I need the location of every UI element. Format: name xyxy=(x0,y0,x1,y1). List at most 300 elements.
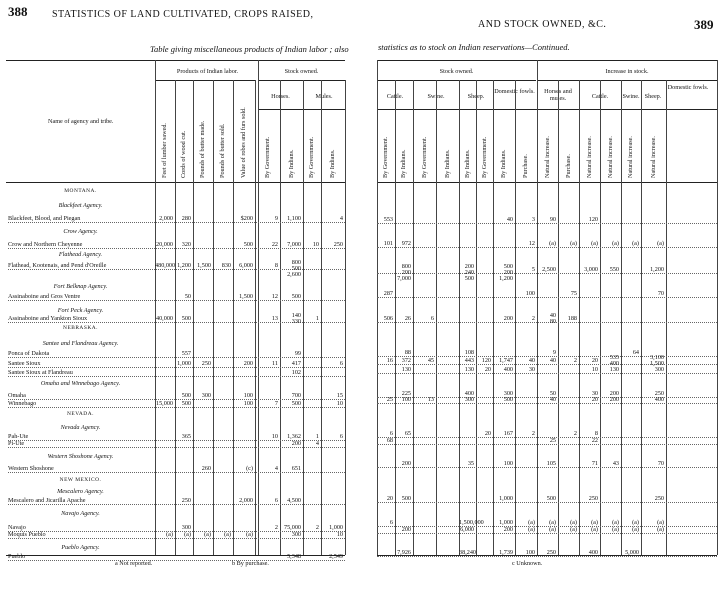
table-cell: 10 xyxy=(591,366,598,373)
table-cell: 16 xyxy=(386,357,393,364)
column-rule xyxy=(476,80,477,555)
column-header: Natural increase. xyxy=(606,136,614,178)
table-cell: 102 xyxy=(291,369,301,376)
leader-dots xyxy=(8,538,345,539)
column-header: By Indians. xyxy=(287,149,295,178)
table-cell: 250 xyxy=(333,241,343,248)
table-cell: 2,549 xyxy=(329,553,343,560)
table-cell: 6,000 xyxy=(460,526,474,533)
table-cell: 6 xyxy=(430,315,434,322)
table-cell: 250 xyxy=(546,549,556,556)
table-cell: 1,739 xyxy=(499,549,513,556)
leader-dots xyxy=(8,222,345,223)
state-heading: MONTANA. xyxy=(64,188,97,194)
column-rule xyxy=(193,80,194,555)
table-cell: (a) xyxy=(612,240,619,247)
state-heading: NEBRASKA. xyxy=(63,325,98,331)
table-cell: 130 xyxy=(464,366,474,373)
table-cell: 40 xyxy=(549,357,556,364)
table-cell: 100 xyxy=(503,460,513,467)
leader-dots xyxy=(377,273,717,274)
column-header: Purchase. xyxy=(564,154,572,178)
table-cell: 40 xyxy=(506,216,513,223)
tribe-name: Winnebago xyxy=(8,400,37,407)
agency-heading: Nevada Agency. xyxy=(60,424,101,431)
table-cell: 6 xyxy=(389,430,393,437)
table-cell: 250 xyxy=(588,495,598,502)
table-cell: 30 xyxy=(591,390,598,397)
leader-dots xyxy=(8,357,345,358)
table-cell: 365 xyxy=(181,433,191,440)
table-cell: 287 xyxy=(383,290,393,297)
tribe-name: Assinaboine and Gros Ventre xyxy=(8,293,81,300)
table-cell: 480,000 xyxy=(155,262,176,269)
table-cell: 10 xyxy=(336,400,343,407)
table-cell: 300 xyxy=(464,396,474,403)
table-cell: 550 xyxy=(609,266,619,273)
table-cell: 400 xyxy=(464,390,474,397)
table-cell: (a) xyxy=(549,240,556,247)
table-cell: 443 xyxy=(464,357,474,364)
table-cell: 9 xyxy=(552,349,556,356)
tribe-name: Santee Sioux at Flandreau xyxy=(8,369,73,376)
table-cell: 40 xyxy=(549,312,556,319)
column-rule xyxy=(641,80,642,555)
leader-dots xyxy=(377,373,717,374)
table-cell: 3,100 xyxy=(650,354,664,361)
leader-dots xyxy=(8,300,345,301)
table-cell: $200 xyxy=(240,215,253,222)
table-cell: 300 xyxy=(181,524,191,531)
table-cell: 2,000 xyxy=(159,215,173,222)
table-cell: 2,000 xyxy=(239,497,253,504)
agency-heading: Fort Belknap Agency. xyxy=(53,283,108,290)
stock-header: Stock owned. xyxy=(284,68,319,75)
column-rule xyxy=(621,80,622,555)
column-header: By Government. xyxy=(308,136,315,178)
table-cell: 4,500 xyxy=(287,497,301,504)
table-cell: 108 xyxy=(464,349,474,356)
table-cell: 9 xyxy=(274,215,278,222)
column-header: By Indians. xyxy=(400,149,407,178)
table-cell: 500 xyxy=(181,400,191,407)
column-rule xyxy=(600,80,601,555)
table-cell: (a) xyxy=(657,240,664,247)
table-cell: 1,200 xyxy=(499,275,513,282)
table-cell: 5,348 xyxy=(287,553,301,560)
table-cell: 100 xyxy=(243,400,253,407)
table-cell: 188 xyxy=(567,315,577,322)
column-header: Value of robes and furs sold. xyxy=(240,107,247,178)
table-cell: 2 xyxy=(531,430,535,437)
table-cell: 25 xyxy=(549,437,556,444)
stock-owned-header: Stock owned. xyxy=(439,68,474,75)
table-cell: 80 xyxy=(549,318,556,325)
leader-dots xyxy=(8,376,345,377)
table-cell: 372 xyxy=(401,357,411,364)
table-cell: 1,000 xyxy=(499,495,513,502)
column-rule xyxy=(258,60,259,555)
table-cell: 71 xyxy=(591,460,598,467)
agency-heading: Blackfeet Agency. xyxy=(58,202,103,209)
table-cell: 1,500 xyxy=(239,293,253,300)
table-cell: 200 xyxy=(464,263,474,270)
table-cell: 130 xyxy=(609,366,619,373)
table-cell: 2 xyxy=(531,315,535,322)
table-cell: 13 xyxy=(427,396,434,403)
right-running-head: AND STOCK OWNED, &C. xyxy=(478,19,607,30)
table-cell: (a) xyxy=(204,531,211,538)
table-cell: 120 xyxy=(481,357,491,364)
column-header: Natural increase. xyxy=(585,136,593,178)
table-cell: 400 xyxy=(654,396,664,403)
column-header: Pounds of butter made. xyxy=(199,120,206,178)
name-header: Name of agency and tribe. xyxy=(48,118,114,125)
table-cell: 100 xyxy=(525,290,535,297)
table-cell: 4 xyxy=(274,465,278,472)
agency-heading: Crow Agency. xyxy=(63,228,98,235)
tribe-name: Western Shoshone xyxy=(8,465,54,472)
agency-heading: Omaha and Winnebago Agency. xyxy=(40,380,121,387)
table-cell: (a) xyxy=(632,240,639,247)
leader-dots xyxy=(377,297,717,298)
table-cell: 15,000 xyxy=(155,400,173,407)
table-cell: 400 xyxy=(503,366,513,373)
horses-mules-header: Horses and mules. xyxy=(544,88,572,102)
table-cell: 500 xyxy=(243,241,253,248)
table-cell: 240 xyxy=(464,269,474,276)
table-cell: (a) xyxy=(612,526,619,533)
table-cell: 10 xyxy=(336,531,343,538)
table-cell: 553 xyxy=(383,216,393,223)
table-cell: 10 xyxy=(271,433,278,440)
table-cell: 535 xyxy=(609,354,619,361)
table-cell: 105 xyxy=(546,460,556,467)
column-rule xyxy=(579,80,580,555)
table-cell: 20 xyxy=(386,495,393,502)
table-cell: 500 xyxy=(503,263,513,270)
tribe-name: Moquis Pueblo xyxy=(8,531,46,538)
state-heading: NEW MEXICO. xyxy=(59,477,102,483)
cattle-header: Cattle. xyxy=(386,93,404,100)
table-cell: 506 xyxy=(383,315,393,322)
column-header: Cords of wood cut. xyxy=(180,130,187,178)
table-cell: 2 xyxy=(573,357,577,364)
column-rule xyxy=(717,60,718,555)
table-cell: (a) xyxy=(632,519,639,526)
table-cell: 7 xyxy=(274,400,278,407)
table-cell: 200 xyxy=(401,269,411,276)
state-heading: NEVADA. xyxy=(67,411,94,417)
agency-heading: Mescalero Agency. xyxy=(57,488,104,495)
table-cell: (a) xyxy=(224,531,231,538)
table-cell: 11 xyxy=(272,360,278,367)
footnote-c: c Unknown. xyxy=(512,560,543,567)
table-cell: 1,500,000 xyxy=(459,519,484,526)
table-cell: 2 xyxy=(573,430,577,437)
table-cell: 2,500 xyxy=(542,266,556,273)
table-cell: (a) xyxy=(246,531,253,538)
table-cell: 300 xyxy=(291,531,301,538)
table-cell: 120 xyxy=(588,216,598,223)
table-cell: 500 xyxy=(546,495,556,502)
table-cell: (c) xyxy=(246,465,253,472)
table-cell: 15 xyxy=(336,392,343,399)
table-cell: 22 xyxy=(591,437,598,444)
table-cell: 4 xyxy=(315,440,319,447)
table-cell: 300 xyxy=(201,392,211,399)
table-cell: 330 xyxy=(291,318,301,325)
table-cell: 972 xyxy=(401,240,411,247)
table-cell: 99 xyxy=(294,350,301,357)
table-cell: 1 xyxy=(315,433,319,440)
table-cell: 6 xyxy=(339,433,343,440)
table-cell: 5,000 xyxy=(625,549,639,556)
table-cell: 200 xyxy=(503,315,513,322)
table-cell: 500 xyxy=(464,275,474,282)
table-cell: 300 xyxy=(654,366,664,373)
table-cell: 2 xyxy=(274,524,278,531)
tribe-name: Blackfeet, Blood, and Piegan xyxy=(8,215,81,222)
tribe-name: Ponca of Dakota xyxy=(8,350,50,357)
table-cell: 500 xyxy=(503,396,513,403)
column-header: By Government. xyxy=(480,136,488,178)
leader-dots xyxy=(377,403,717,404)
table-cell: 1,200 xyxy=(650,266,664,273)
table-cell: 225 xyxy=(401,390,411,397)
column-header: Natural increase. xyxy=(543,136,551,178)
table-cell: 200 xyxy=(401,526,411,533)
table-cell: (a) xyxy=(632,526,639,533)
tribe-name: Pi-Ute xyxy=(8,440,25,447)
table-cell: (a) xyxy=(528,519,535,526)
table-cell: 65 xyxy=(404,430,411,437)
table-cell: 500 xyxy=(181,315,191,322)
table-cell: 400 xyxy=(588,549,598,556)
table-cell: (a) xyxy=(166,531,173,538)
column-header: Natural increase. xyxy=(627,136,634,178)
table-cell: 20 xyxy=(591,396,598,403)
column-header: By Government. xyxy=(420,136,428,178)
table-cell: 7,000 xyxy=(287,241,301,248)
table-cell: 70 xyxy=(657,460,664,467)
tribe-name: Pueblo xyxy=(8,553,26,560)
table-cell: 6 xyxy=(274,497,278,504)
leader-dots xyxy=(377,467,717,468)
sheep-increase-header: Sheep. xyxy=(644,93,662,100)
table-cell: 90 xyxy=(549,216,556,223)
table-cell: 45 xyxy=(427,357,434,364)
table-cell: 5 xyxy=(531,266,535,273)
table-cell: 1,000 xyxy=(329,524,343,531)
table-cell: 200 xyxy=(503,269,513,276)
table-cell: 400 xyxy=(609,360,619,367)
table-cell: (a) xyxy=(657,519,664,526)
table-cell: (a) xyxy=(549,526,556,533)
agency-heading: Pueblo Agency. xyxy=(61,544,100,551)
table-cell: 101 xyxy=(383,240,393,247)
table-cell: 8 xyxy=(274,262,278,269)
table-cell: 43 xyxy=(612,460,619,467)
swine-header: Swine. xyxy=(427,93,445,100)
table-cell: 20 xyxy=(484,430,491,437)
table-cell: 100 xyxy=(243,392,253,399)
tribe-name: Omaha xyxy=(8,392,26,399)
table-cell: 800 xyxy=(401,263,411,270)
table-cell: 6 xyxy=(339,360,343,367)
table-cell: 300 xyxy=(503,390,513,397)
table-cell: 22 xyxy=(271,241,278,248)
tribe-name: Mescalero and Jicarilla Apache xyxy=(8,497,86,504)
tribe-name: Flathead, Kootenais, and Pend d'Oreille xyxy=(8,262,107,269)
table-cell: 417 xyxy=(291,360,301,367)
table-cell: 651 xyxy=(291,465,301,472)
table-cell: 30 xyxy=(528,366,535,373)
table-cell: 100 xyxy=(401,396,411,403)
leader-dots xyxy=(8,367,345,368)
table-cell: 6 xyxy=(389,519,393,526)
column-header: Pounds of butter sold. xyxy=(219,123,226,178)
column-header: By Government. xyxy=(382,136,389,178)
table-cell: 1,500 xyxy=(650,360,664,367)
table-cell: 557 xyxy=(181,350,191,357)
column-header: By Indians. xyxy=(443,149,451,178)
column-header: By Indians. xyxy=(463,149,471,178)
table-cell: 200 xyxy=(243,360,253,367)
table-cell: 12 xyxy=(528,240,535,247)
table-cell: 280 xyxy=(181,215,191,222)
sheep-header: Sheep. xyxy=(467,93,485,100)
leader-dots xyxy=(377,247,717,248)
tribe-name: Pah-Ute xyxy=(8,433,29,440)
column-rule xyxy=(537,60,538,555)
column-header: By Government. xyxy=(263,136,271,178)
table-cell: 167 xyxy=(503,430,513,437)
table-cell: 500 xyxy=(291,265,301,272)
table-cell: 200 xyxy=(609,390,619,397)
products-header: Products of Indian labor. xyxy=(176,68,239,75)
table-cell: 7,926 xyxy=(397,549,411,556)
right-caption: statistics as to stock on Indian reservations—Continued. xyxy=(378,42,570,52)
leader-dots xyxy=(8,472,345,473)
mules-header: Mules. xyxy=(315,93,333,100)
table-cell: 68 xyxy=(386,437,393,444)
agency-heading: Flathead Agency. xyxy=(58,251,103,258)
agency-heading: Fort Peck Agency. xyxy=(57,307,104,314)
table-cell: 13 xyxy=(271,315,278,322)
table-cell: 20 xyxy=(484,366,491,373)
agency-heading: Navajo Agency. xyxy=(61,510,100,517)
table-cell: 800 xyxy=(291,259,301,266)
horses-header: Horses. xyxy=(271,93,290,100)
leader-dots xyxy=(377,364,717,365)
table-cell: 250 xyxy=(654,495,664,502)
table-cell: 3 xyxy=(531,216,535,223)
column-rule xyxy=(377,60,378,555)
table-cell: 20 xyxy=(591,357,598,364)
leader-dots xyxy=(377,444,717,445)
column-rule xyxy=(155,60,156,555)
fowls-header: Domestic fowls. xyxy=(494,88,535,95)
column-rule xyxy=(213,80,214,555)
cattle-increase-header: Cattle. xyxy=(591,93,609,100)
table-cell: 130 xyxy=(401,366,411,373)
table-cell: 40 xyxy=(549,396,556,403)
leader-dots xyxy=(8,560,345,561)
table-cell: 250 xyxy=(654,390,664,397)
tribe-name: Santee Sioux xyxy=(8,360,41,367)
table-cell: (a) xyxy=(549,519,556,526)
table-cell: 200 xyxy=(401,460,411,467)
table-cell: 38,240 xyxy=(459,549,477,556)
table-cell: 260 xyxy=(201,465,211,472)
column-rule xyxy=(436,80,437,555)
table-cell: 3,000 xyxy=(584,266,598,273)
table-cell: 35 xyxy=(467,460,474,467)
table-cell: 1,362 xyxy=(287,433,301,440)
agency-heading: Western Shoshone Agency. xyxy=(47,453,114,460)
table-cell: 26 xyxy=(404,315,411,322)
table-cell: 140 xyxy=(291,312,301,319)
table-cell: 4 xyxy=(339,215,343,222)
column-rule xyxy=(233,80,234,555)
left-page-number: 388 xyxy=(8,4,28,19)
table-cell: (a) xyxy=(184,531,191,538)
left-running-head: STATISTICS OF LAND CULTIVATED, CROPS RAISED, xyxy=(52,9,314,20)
table-cell: 2,600 xyxy=(287,271,301,278)
leader-dots xyxy=(8,407,345,408)
table-cell: 88 xyxy=(404,349,411,356)
tribe-name: Assinaboine and Yankton Sioux xyxy=(8,315,88,322)
table-cell: 200 xyxy=(503,526,513,533)
increase-header: Increase in stock. xyxy=(605,68,649,75)
table-cell: (a) xyxy=(591,240,598,247)
table-cell: 50 xyxy=(549,390,556,397)
table-cell: 64 xyxy=(632,349,639,356)
table-cell: 1,000 xyxy=(177,360,191,367)
right-page-number: 389 xyxy=(694,17,714,32)
footnote-a: a Not reported. xyxy=(115,560,153,567)
table-cell: 200 xyxy=(291,440,301,447)
leader-dots xyxy=(377,502,717,503)
tribe-name: Crow and Northern Cheyenne xyxy=(8,241,83,248)
leader-dots xyxy=(377,533,717,534)
table-cell: (a) xyxy=(591,526,598,533)
column-header: Purchase. xyxy=(522,154,529,178)
table-cell: 10 xyxy=(312,241,319,248)
agency-heading: Santee and Flandreau Agency. xyxy=(42,340,119,347)
table-cell: (a) xyxy=(570,240,577,247)
table-cell: 50 xyxy=(184,293,191,300)
fowls-increase-header: Domestic fowls. xyxy=(667,84,709,91)
table-cell: 75,000 xyxy=(283,524,301,531)
table-cell: 830 xyxy=(221,262,231,269)
table-cell: 100 xyxy=(525,549,535,556)
table-cell: 75 xyxy=(570,290,577,297)
column-rule xyxy=(459,80,460,555)
footnote-b: b By purchase. xyxy=(232,560,269,567)
leader-dots xyxy=(8,447,345,448)
table-cell: 70 xyxy=(657,290,664,297)
leader-dots xyxy=(8,248,345,249)
table-cell: 20,000 xyxy=(155,241,173,248)
leader-dots xyxy=(377,223,717,224)
column-rule xyxy=(345,80,346,555)
table-cell: 12 xyxy=(271,293,278,300)
table-cell: 250 xyxy=(181,497,191,504)
table-cell: 40 xyxy=(528,357,535,364)
table-cell: 500 xyxy=(291,293,301,300)
